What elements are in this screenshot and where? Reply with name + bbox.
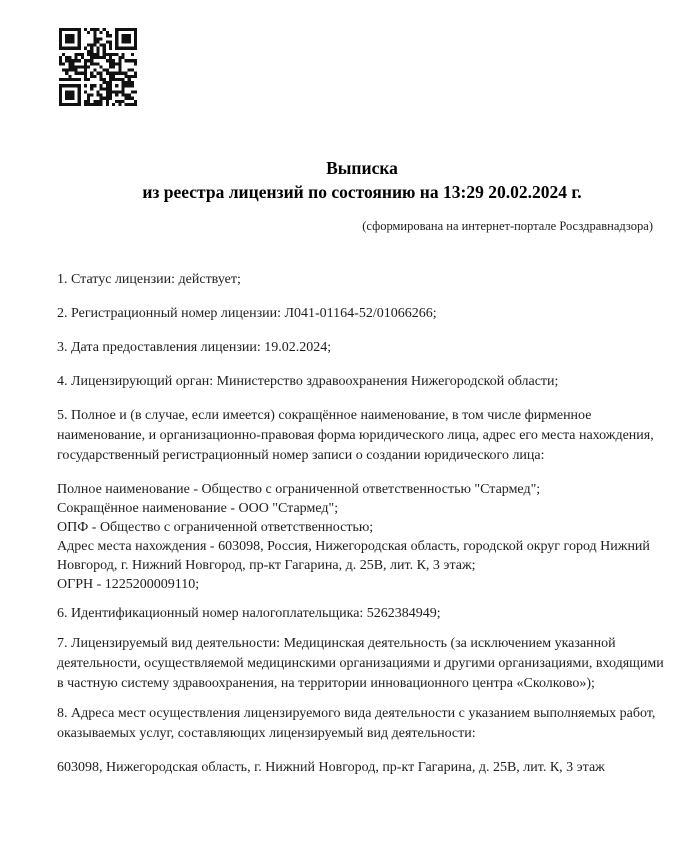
qr-code-icon <box>59 28 137 106</box>
document-body <box>57 270 664 778</box>
org-legal-form: ОПФ - Общество с ограниченной ответственностью; <box>57 520 374 535</box>
org-short-name: Сокращённое наименование - ООО "Стармед"; <box>57 501 339 516</box>
title-line-2: из реестра лицензий по состоянию на 13:29 20.02.2024 г. <box>142 182 582 202</box>
licensing-authority: 4. Лицензирующий орган: Министерство здравоохранения Нижегородской области; <box>57 374 559 389</box>
license-grant-date: 3. Дата предоставления лицензии: 19.02.2024; <box>57 340 332 355</box>
license-status: 1. Статус лицензии: действует; <box>57 272 241 287</box>
activity-addresses-heading: 8. Адреса мест осуществления лицензируемого вида деятельности с указанием выполняемых работ, оказываемых услуг, составляющих лицензируемый вид деятельности: <box>57 706 656 741</box>
taxpayer-inn: 6. Идентификационный номер налогоплательщика: 5262384949; <box>57 606 441 621</box>
org-full-name: Полное наименование - Общество с ограниченной ответственностью "Стармед"; <box>57 482 541 497</box>
license-reg-number: 2. Регистрационный номер лицензии: Л041-01164-52/01066266; <box>57 306 437 321</box>
org-ogrn: ОГРН - 1225200009110; <box>57 577 200 592</box>
document-title <box>104 156 620 204</box>
org-info-heading: 5. Полное и (в случае, если имеется) сокращённое наименование, в том числе фирменное наименование, и организационно-правовая форма юридического лица, адрес его места нахождения, государственный регистрационный номер записи о создании юридического лица: <box>57 408 654 463</box>
org-address: Адрес места нахождения - 603098, Россия, Нижегородская область, городской округ город Нижний Новгород, г. Нижний Новгород, пр-кт Гагарина, д. 25В, лит. К, 3 этаж; <box>57 539 650 573</box>
licensed-activity: 7. Лицензируемый вид деятельности: Медицинская деятельность (за исключением указанной деятельности, осуществляемой медицинскими организациями и другими организациями, входящими в частную систему здравоохранения, на территории инновационного центра «Сколково»); <box>57 636 664 691</box>
activity-address: 603098, Нижегородская область, г. Нижний Новгород, пр-кт Гагарина, д. 25В, лит. К, 3 этаж <box>57 760 605 775</box>
organization-details <box>57 480 664 594</box>
title-line-1: Выписка <box>326 158 398 178</box>
generated-note: (сформирована на интернет-портале Росздравнадзора) <box>362 219 653 233</box>
